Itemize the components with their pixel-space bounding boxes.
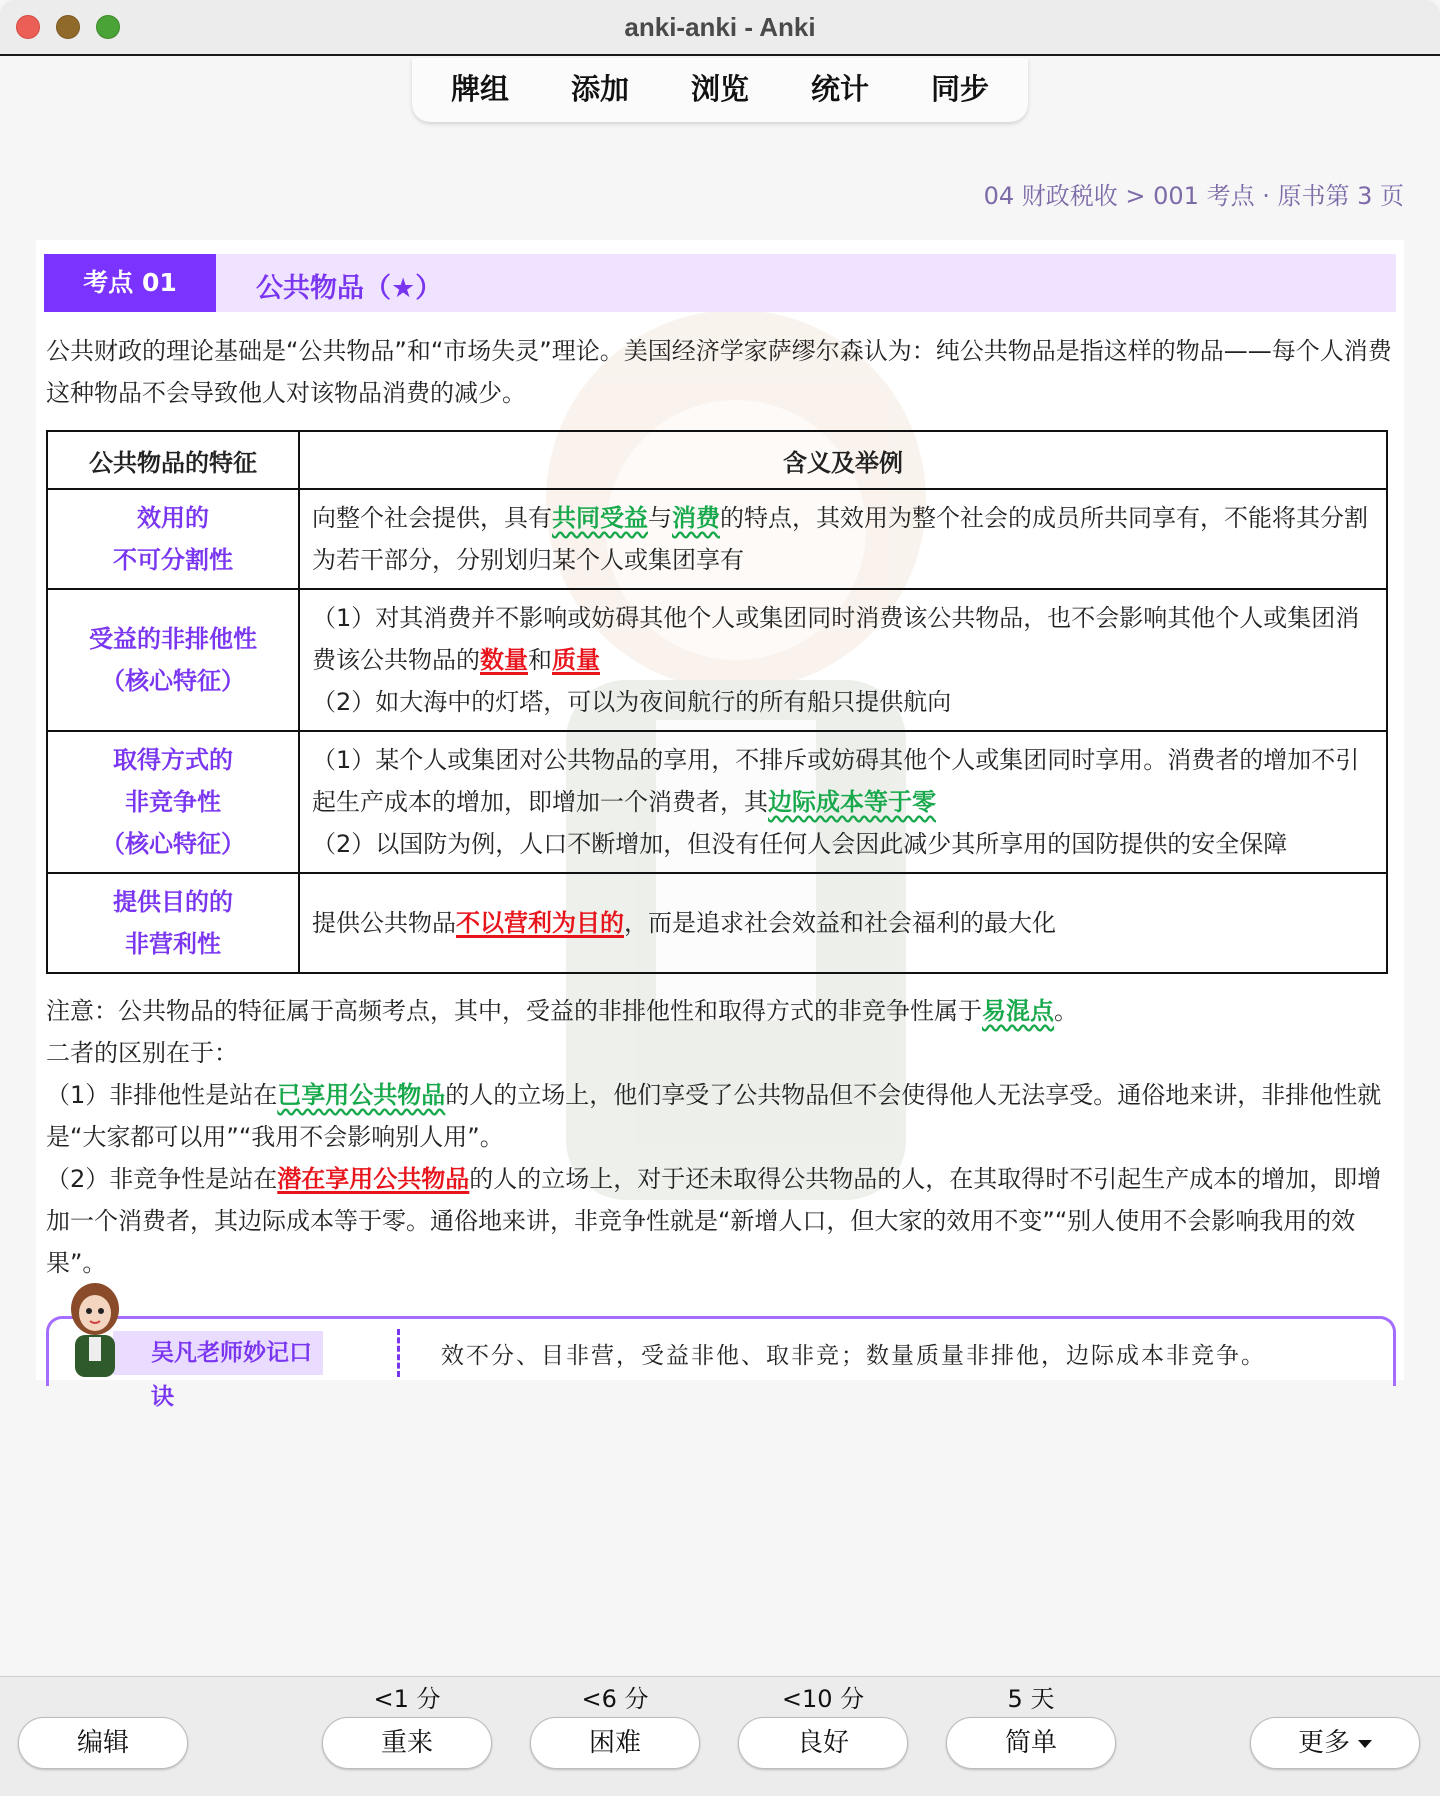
top-nav xyxy=(412,58,1028,122)
again-interval: <1 分 xyxy=(373,1685,441,1713)
feature-name: 受益的非排他性 （核心特征） xyxy=(47,589,299,731)
edit-button[interactable]: 编辑 xyxy=(18,1717,188,1769)
note-line: 二者的区别在于： xyxy=(46,1039,238,1067)
nav-sync[interactable]: 同步 xyxy=(930,72,989,106)
card-content xyxy=(36,240,1404,1410)
table-row xyxy=(47,731,1387,873)
chevron-down-icon xyxy=(1358,1740,1372,1748)
answer-bar xyxy=(0,1676,1440,1796)
topic-title: 公共物品（★） xyxy=(256,273,443,304)
feature-description: 提供公共物品不以营利为目的，而是追求社会效益和社会福利的最大化 xyxy=(299,873,1387,973)
hard-button[interactable]: 困难 xyxy=(530,1717,700,1769)
feature-description: （1）某个人或集团对公共物品的享用，不排斥或妨碍其他个人或集团同时享用。消费者的增加不引起生产成本的增加，即增加一个消费者，其边际成本等于零 （2）以国防为例，人口不断增加，但没有任何人会因此减少其所享用的国防提供的安全保障 xyxy=(299,731,1387,873)
title-bar xyxy=(0,0,1440,56)
good-button[interactable]: 良好 xyxy=(738,1717,908,1769)
easy-button[interactable]: 简单 xyxy=(946,1717,1116,1769)
more-label: 更多 xyxy=(1297,1728,1350,1758)
feature-name: 效用的 不可分割性 xyxy=(47,489,299,589)
easy-interval: 5 天 xyxy=(1007,1685,1055,1713)
nav-browse[interactable]: 浏览 xyxy=(690,72,749,106)
feature-description: 向整个社会提供，具有共同受益与消费的特点，其效用为整个社会的成员所共同享有，不能将其分割为若干部分，分别划归某个人或集团享有 xyxy=(299,489,1387,589)
mnemonic-label: 吴凡老师妙记口诀 xyxy=(113,1331,323,1375)
notes-section xyxy=(46,990,1394,1284)
note-line: （2）非竞争性是站在潜在享用公共物品的人的立场上，对于还未取得公共物品的人，在其取得时不引起生产成本的增加，即增加一个消费者，其边际成本等于零。通俗地来讲，非竞争性就是“新增人口，但大家的效用不变”“别人使用不会影响我用的效果”。 xyxy=(46,1165,1382,1277)
feature-description: （1）对其消费并不影响或妨碍其他个人或集团同时消费该公共物品，也不会影响其他个人或集团消费该公共物品的数量和质量 （2）如大海中的灯塔，可以为夜间航行的所有船只提供航向 xyxy=(299,589,1387,731)
mnemonic-box xyxy=(46,1316,1396,1410)
table-header-feature: 公共物品的特征 xyxy=(47,431,299,489)
hard-interval: <6 分 xyxy=(581,1685,649,1713)
nav-stats[interactable]: 统计 xyxy=(810,72,869,106)
window-title: anki-anki - Anki xyxy=(624,12,816,42)
more-button[interactable] xyxy=(1250,1717,1420,1769)
table-row xyxy=(47,489,1387,589)
mnemonic-text: 效不分、目非营，受益非他、取非竞；数量质量非排他，边际成本非竞争。 xyxy=(441,1343,1266,1369)
table-header-meaning: 含义及举例 xyxy=(299,431,1387,489)
table-row xyxy=(47,873,1387,973)
note-line: （1）非排他性是站在已享用公共物品的人的立场上，他们享受了公共物品但不会使得他人无法享受。通俗地来讲，非排他性就是“大家都可以用”“我用不会影响别人用”。 xyxy=(46,1081,1382,1151)
teacher-avatar-icon xyxy=(65,1283,125,1379)
intro-paragraph: 公共财政的理论基础是“公共物品”和“市场失灵”理论。美国经济学家萨缪尔森认为：纯公共物品是指这样的物品——每个人消费这种物品不会导致他人对该物品消费的减少。 xyxy=(46,337,1392,407)
topic-tag: 考点 01 xyxy=(44,254,216,312)
feature-name: 取得方式的 非竞争性 （核心特征） xyxy=(47,731,299,873)
nav-add[interactable]: 添加 xyxy=(570,72,629,106)
again-button[interactable]: 重来 xyxy=(322,1717,492,1769)
breadcrumb: 04 财政税收 > 001 考点 · 原书第 3 页 xyxy=(983,182,1404,210)
features-table xyxy=(46,430,1388,974)
topic-header xyxy=(44,254,1396,312)
feature-name: 提供目的的 非营利性 xyxy=(47,873,299,973)
table-row xyxy=(47,589,1387,731)
good-interval: <10 分 xyxy=(781,1685,865,1713)
nav-decks[interactable]: 牌组 xyxy=(450,72,509,106)
note-line: 注意：公共物品的特征属于高频考点，其中，受益的非排他性和取得方式的非竞争性属于易混点。 xyxy=(46,997,1078,1025)
mnemonic-divider xyxy=(397,1329,400,1377)
